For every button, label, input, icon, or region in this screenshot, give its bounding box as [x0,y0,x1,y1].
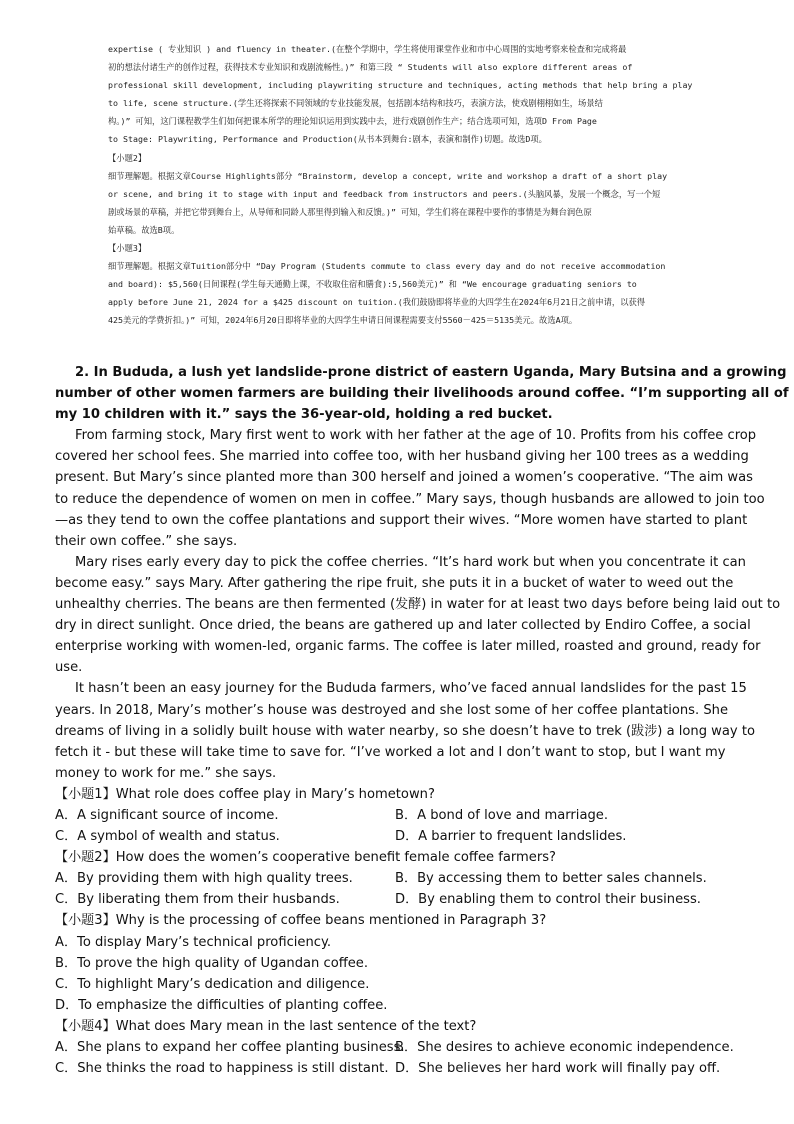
paragraph-line: become easy.” says Mary. After gathering the ripe fruit, she puts it in a bucket of water to weed out the [55,575,734,591]
answer-option[interactable]: D．By enabling them to control their business. [395,892,701,908]
paragraph [55,552,781,679]
paragraph-line: unhealthy cherries. The beans are then fermented (发酵) in water for at least two days before being laid out to [55,597,781,613]
option-row [55,1058,745,1079]
answer-option[interactable]: A．To display Mary’s technical proficiency. [55,934,331,950]
paragraph-line: present. But Mary’s since planted more than 300 herself and joined a women’s cooperative. “The aim was [55,470,753,486]
option-row [55,826,745,847]
answer-option[interactable]: A．A significant source of income. [55,807,279,823]
explanation-line: 初的想法付诸生产的创作过程，获得技术专业知识和戏剧流畅性。)” 和第三段 “ Students will also explore different areas of [108,62,633,73]
paragraph-line: their own coffee.” she says. [55,533,238,549]
option-row [55,1037,745,1058]
answer-option[interactable]: D．She believes her hard work will finally pay off. [395,1061,721,1077]
answer-option[interactable]: C．By liberating them from their husbands. [55,892,340,908]
option-row [55,868,745,889]
question [55,910,745,1015]
paragraph-line: to reduce the dependence of women on men in coffee.” Mary says, though husbands are allowed to join too [55,491,765,507]
paragraph-line: From farming stock, Mary first went to work with her father at the age of 10. Profits from his coffee crop [75,428,757,444]
answer-option[interactable]: B．A bond of love and marriage. [395,807,608,823]
passage-heading-line: my 10 children with it.” says the 36-year-old, holding a red bucket. [55,407,553,423]
explanation-line: 细节理解题。根据文章Course Highlights部分 “Brainstorm, develop a concept, write and workshop a draft of a short play [108,170,668,181]
answer-option[interactable]: C．She thinks the road to happiness is still distant. [55,1061,389,1077]
answer-option[interactable]: C．To highlight Mary’s dedication and diligence. [55,976,370,992]
question-stem: 【小题3】Why is the processing of coffee beans mentioned in Paragraph 3? [55,913,547,929]
paragraph-line: dry in direct sunlight. Once dried, the beans are gathered up and later collected by Endiro Coffee, a social [55,618,751,634]
paragraph-line: —as they tend to own the coffee plantations and support their wives. “More women have started to plant [55,512,748,528]
paragraph-line: Mary rises early every day to pick the coffee cherries. “It’s hard work but when you concentrate it can [75,554,746,570]
answer-option[interactable]: A．By providing them with high quality trees. [55,871,353,887]
paragraph-line: fetch it - but these will take time to save for. “I’ve worked a lot and I don’t want to stop, but I want my [55,744,726,760]
explanation-line: or scene, and bring it to stage with input and feedback from instructors and peers.(头脑风暴，发展一个概念，写一个短 [108,188,661,199]
answer-explanation [108,40,728,330]
reading-passage [55,362,789,1079]
question-stem: 【小题1】What role does coffee play in Mary’s hometown? [55,786,435,802]
answer-option[interactable]: C．A symbol of wealth and status. [55,829,280,845]
question-stem: 【小题2】How does the women’s cooperative benefit female coffee farmers? [55,850,556,866]
explanation-line: professional skill development, including playwriting structure and techniques, acting methods that help bring a play [108,80,693,91]
question-stem: 【小题4】What does Mary mean in the last sentence of the text? [55,1018,477,1034]
passage-heading-line: 2. In Bududa, a lush yet landslide-prone district of eastern Uganda, Mary Butsina and a growing [75,365,787,380]
answer-option[interactable]: B．To prove the high quality of Ugandan coffee. [55,955,369,971]
paragraph-line: dreams of living in a solidly built house with water nearby, so she doesn’t have to trek (跋涉) a long way to [55,723,755,739]
paragraph-line: use. [55,660,83,676]
explanation-line: 【小题3】 [108,243,147,254]
passage-heading-line: number of other women farmers are building their livelihoods around coffee. “I’m supporting all of [55,386,789,402]
answer-option[interactable]: D．To emphasize the difficulties of planting coffee. [55,997,388,1013]
explanation-line: apply before June 21, 2024 for a $425 discount on tuition.(我们鼓励即将毕业的大四学生在2024年6月21日之前申请，以获得 [108,297,646,308]
explanation-line: 细节理解题。根据文章Tuition部分中 “Day Program (Students commute to class every day and do not receive accommodation [108,261,666,272]
answer-option[interactable]: A．She plans to expand her coffee planting business. [55,1040,405,1055]
paragraph-line: money to work for me.” she says. [55,765,277,781]
question [55,784,745,847]
explanation-line: 剧或场景的草稿，并把它带到舞台上，从导师和同龄人那里得到输入和反馈。)” 可知，学生们将在课程中要作的事情是为舞台润色原 [108,206,592,217]
explanation-line: 构。)” 可知，这门课程教学生们如何把课本所学的理论知识运用到实践中去，进行戏剧创作生产；结合选项可知，选项D From Page [108,116,597,127]
explanation-line: 始草稿。故选B项。 [108,224,180,235]
answer-option[interactable]: B．She desires to achieve economic independence. [395,1040,734,1055]
option-row [55,805,745,826]
answer-option[interactable]: D．A barrier to frequent landslides. [395,829,627,845]
explanation-line: to Stage: Playwriting, Performance and Production(从书本到舞台:剧本，表演和制作)切题。故选D项。 [108,134,547,145]
option-row [55,889,745,910]
question [55,847,745,910]
explanation-line: 425美元的学费折扣。)” 可知，2024年6月20日即将毕业的大四学生申请日间课程需要支付5560－425＝5135美元。故选A项。 [108,315,578,326]
paragraph [55,678,755,783]
answer-option[interactable]: B．By accessing them to better sales channels. [395,871,707,887]
paragraph-line: years. In 2018, Mary’s mother’s house was destroyed and she lost some of her coffee plantations. She [55,702,728,718]
paragraph-line: enterprise working with women-led, organic farms. The coffee is later milled, roasted and ground, ready for [55,639,761,655]
paragraph-line: It hasn’t been an easy journey for the Bududa farmers, who’ve faced annual landslides for the past 15 [75,681,747,697]
explanation-line: 【小题2】 [108,152,147,163]
explanation-line: and board): $5,560(日间课程(学生每天通勤上课，不收取住宿和膳食):5,560美元)” 和 “We encourage graduating seniors to [108,279,637,290]
paragraph-line: covered her school fees. She married into coffee too, with her husband giving her 100 trees as a wedding [55,449,749,465]
question [55,1016,745,1079]
explanation-line: expertise ( 专业知识 ) and fluency in theater.(在整个学期中，学生将使用课堂作业和市中心周围的实地考察来检查和完成将最 [108,44,627,54]
explanation-line: to life, scene structure.(学生还将探索不同领域的专业技能发展，包括剧本结构和技巧，表演方法，使戏剧栩栩如生，场景结 [108,98,603,109]
paragraph [55,425,765,552]
